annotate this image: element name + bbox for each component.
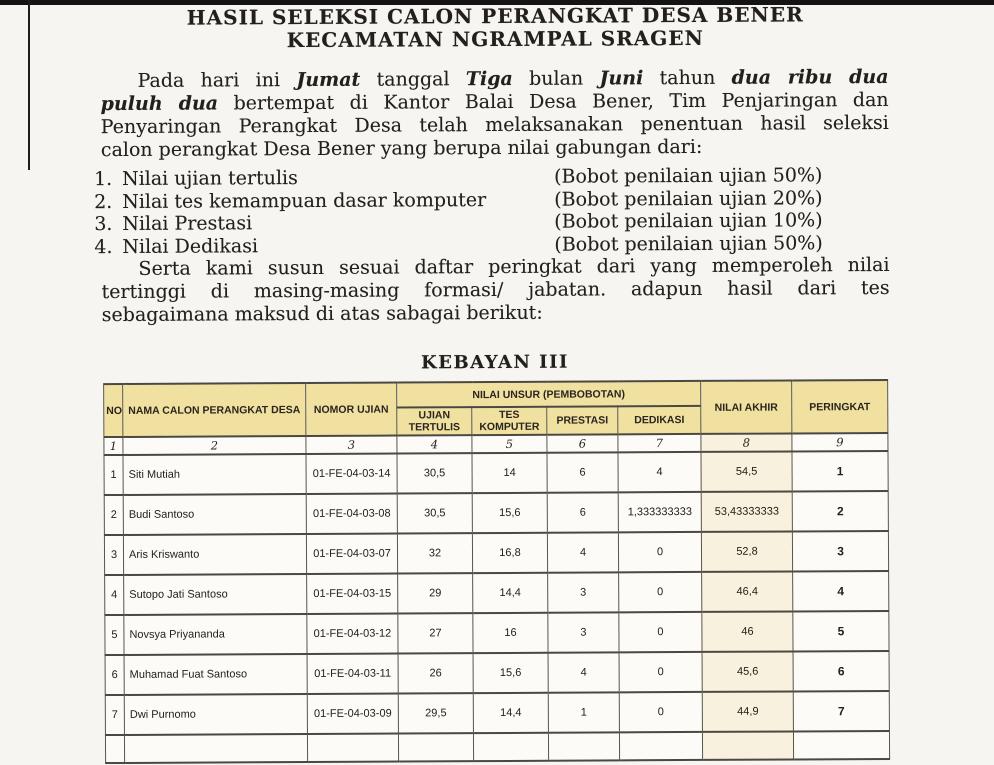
guide-cell: 7 [618,434,701,452]
text-run-bold-italic: Tiga [465,67,513,91]
cell-dedication-score: 0 [619,652,702,692]
cell-rank: 7 [793,691,889,732]
table-row [105,651,889,695]
criteria-label: Nilai tes kemampuan dasar komputer [122,188,487,213]
paragraph-line: calon perangkat Desa Bener yang berupa nilai gabungan dari: [100,135,703,162]
text-run: Serta kami susun sesuai daftar peringkat dari yang memperoleh nilai [138,253,890,280]
guide-cell: 4 [397,435,472,453]
cell-computer-score: 14 [472,453,547,493]
table-row [104,451,888,495]
guide-cell: 6 [547,434,618,452]
cell-computer-score: 16 [473,613,548,653]
col-header-exam-number: NOMOR UJIAN [306,383,397,436]
cell-rank: 4 [793,571,889,612]
cell-exam-number: 01-FE-04-03-14 [306,454,397,494]
intro-paragraph [100,66,888,162]
text-run-bold-italic: Juni [599,67,644,90]
cell-no: 6 [105,655,124,695]
cell-empty [473,733,548,761]
cell-achievement-score: 1 [548,692,619,732]
cell-exam-number: 01-FE-04-03-15 [307,574,398,614]
cell-final-score: 52,8 [701,531,792,571]
cell-exam-number: 01-FE-04-03-07 [306,534,397,574]
col-header-computer-test: TES KOMPUTER [472,407,547,435]
guide-cell: 2 [123,436,306,455]
cell-no: 1 [104,455,123,495]
cell-no: 4 [105,575,124,615]
criteria-number: 2. [94,190,113,213]
cell-empty [105,735,124,763]
paragraph-line: sebagaimana maksud di atas sabagai berikut: [101,301,543,327]
cell-achievement-score: 4 [548,652,619,692]
cell-rank: 5 [793,611,889,652]
criteria-weight: (Bobot penilaian ujian 50%) [553,164,823,188]
cell-rank: 1 [792,451,888,492]
table-row-partial [105,731,889,763]
cell-empty [307,734,398,762]
col-header-rank: PERINGKAT [792,380,888,434]
cell-achievement-score: 6 [547,492,618,532]
paragraph-line: tertinggi di masing-masing formasi/ jabatan. adapun hasil dari tes [101,276,890,304]
cell-written-score: 30,5 [397,493,472,533]
col-header-name: NAMA CALON PERANGKAT DESA [123,383,306,437]
table-row [105,571,889,615]
section-title-kebayan-iii: KEBAYAN III [421,351,569,374]
cell-rank: 3 [792,531,888,572]
guide-cell: 3 [306,436,397,454]
cell-name: Novsya Priyananda [124,614,307,655]
cell-dedication-score: 4 [618,452,701,492]
document-title-line1: HASIL SELEKSI CALON PERANGKAT DESA BENER [186,2,804,30]
cell-name: Budi Santoso [123,494,306,535]
cell-written-score: 27 [398,613,473,653]
cell-name: Muhamad Fuat Santoso [124,654,307,695]
cell-dedication-score: 0 [619,612,702,652]
cell-exam-number: 01-FE-04-03-11 [307,654,398,694]
cell-no: 2 [104,495,123,535]
cell-achievement-score: 3 [548,572,619,612]
text-run-bold-italic: Jumat [296,68,361,92]
cell-achievement-score: 6 [547,452,618,492]
text-run: Pada hari ini [137,69,297,92]
cell-name: Siti Mutiah [123,454,306,495]
cell-achievement-score: 3 [548,612,619,652]
cell-exam-number: 01-FE-04-03-09 [307,694,398,734]
text-run: bulan [512,67,600,90]
cell-final-score: 46,4 [702,571,793,611]
cell-final-score: 45,6 [702,651,793,691]
text-run: tanggal [360,68,466,91]
cell-computer-score: 15,6 [473,653,548,693]
guide-cell: 8 [701,433,792,451]
col-header-no: NO [104,384,123,437]
cell-empty [398,733,473,761]
col-header-written-test: UJIAN TERTULIS [397,407,472,435]
criteria-weight: (Bobot penilaian ujian 10%) [554,209,823,233]
cell-empty [619,732,702,760]
col-header-achievement: PRESTASI [547,406,618,434]
cell-computer-score: 14,4 [473,573,548,613]
criteria-number: 3. [94,213,113,236]
document-title-line2: KECAMATAN NGRAMPAL SRAGEN [286,25,704,53]
criteria-weight: (Bobot penilaian ujian 20%) [554,186,823,211]
guide-cell: 1 [104,437,123,455]
cell-final-score: 44,9 [702,691,793,731]
col-header-final-score: NILAI AKHIR [701,380,792,433]
cell-dedication-score: 0 [618,532,701,572]
criteria-number: 4. [94,235,113,258]
cell-exam-number: 01-FE-04-03-08 [306,494,397,534]
criteria-label: Nilai ujian tertulis [121,167,298,190]
criteria-weight: (Bobot penilaian ujian 50%) [554,231,823,256]
cell-name: Sutopo Jati Santoso [124,574,307,615]
results-table [103,379,890,764]
table-row [105,691,889,735]
document-title [0,2,992,53]
paragraph-line: Penyaringan Perangkat Desa telah melaksanakan penentuan hasil seleksi [100,111,889,139]
cell-final-score: 46 [702,611,793,651]
cell-empty [793,731,889,760]
results-table-wrapper [103,379,889,764]
cell-rank: 6 [793,651,889,692]
criteria-label: Nilai Prestasi [122,212,253,235]
text-run-bold-italic: puluh dua [100,92,219,116]
col-header-score-group: NILAI UNSUR (PEMBOBOTAN) [397,381,701,408]
cell-achievement-score: 4 [547,532,618,572]
text-run: bertempat di Kantor Balai Desa Bener, Tim Penjaringan dan [218,88,889,115]
text-run: tahun [643,66,732,90]
criteria-number: 1. [93,168,113,191]
cell-written-score: 32 [397,533,472,573]
criteria-list [94,164,893,258]
guide-cell: 9 [792,433,888,452]
text-run-bold-italic: dua ribu dua [731,65,889,89]
cell-dedication-score: 1,333333333 [618,492,701,532]
closing-paragraph [101,254,889,327]
cell-empty [702,731,793,759]
cell-empty [124,734,307,763]
cell-computer-score: 15,6 [472,493,547,533]
cell-computer-score: 16,8 [472,533,547,573]
cell-final-score: 54,5 [701,451,792,491]
cell-written-score: 29 [398,573,473,613]
cell-dedication-score: 0 [619,572,702,612]
cell-exam-number: 01-FE-04-03-12 [307,614,398,654]
cell-written-score: 30,5 [397,453,472,493]
cell-written-score: 29,5 [398,693,473,733]
table-row [105,611,889,655]
criteria-label: Nilai Dedikasi [122,234,259,258]
guide-cell: 5 [472,435,547,453]
cell-rank: 2 [792,491,888,532]
table-row [104,531,888,575]
cell-empty [548,732,619,760]
cell-no: 5 [105,615,124,655]
cell-no: 3 [104,535,123,575]
cell-name: Dwi Purnomo [124,694,307,735]
col-header-dedication: DEDIKASI [618,406,701,434]
cell-no: 7 [105,695,124,735]
cell-written-score: 26 [398,653,473,693]
cell-computer-score: 14,4 [473,693,548,733]
cell-dedication-score: 0 [619,692,702,732]
table-row [104,491,888,535]
cell-name: Aris Kriswanto [123,534,306,575]
cell-final-score: 53,43333333 [701,491,792,531]
